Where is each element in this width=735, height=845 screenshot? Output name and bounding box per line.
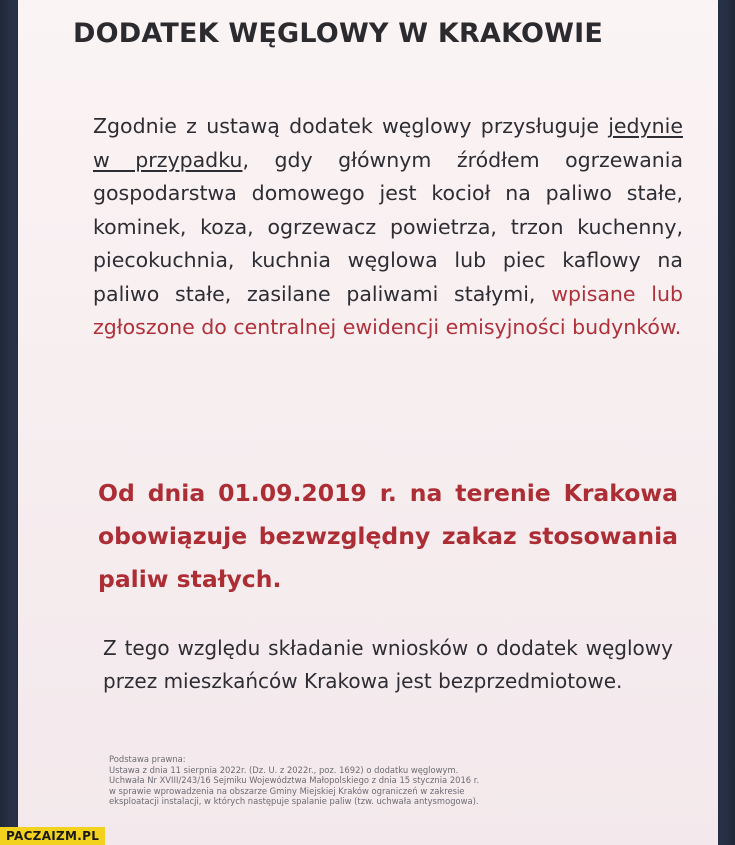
legal-basis-line: eksploatacji instalacji, w których następuje spalanie paliw (tzw. uchwała antysmogowa). (109, 796, 479, 806)
eligibility-text-heating-list: , gdy głównym źródłem ogrzewania gospodarstwa domowego jest kocioł na paliwo stałe, kominek, koza, ogrzewacz powietrza, trzon kuchenny, piecokuchnia, kuchnia węglowa lub piec kaflowy na paliwo stałe, zasilane paliwami stałymi, (93, 147, 684, 306)
legal-basis-line: Uchwała Nr XVIII/243/16 Sejmiku Województwa Małopolskiego z dnia 15 stycznia 2016 r. (109, 775, 480, 785)
conclusion-text: Z tego względu składanie wniosków o dodatek węglowy przez mieszkańców Krakowa jest bezprzedmiotowe. (103, 636, 673, 693)
legal-basis (109, 754, 669, 807)
legal-basis-heading: Podstawa prawna: (109, 754, 186, 764)
registry-requirement: wpisane lub zgłoszone do centralnej ewidencji emisyjności budynków. (93, 281, 683, 339)
underlined-condition: jedynie w przypadku (93, 114, 683, 172)
ban-notice-text: Od dnia 01.09.2019 r. na terenie Krakowa obowiązuje bezwzględny zakaz stosowania paliw stałych. (98, 479, 678, 593)
conclusion-paragraph (103, 632, 673, 698)
ban-notice (98, 472, 678, 601)
site-watermark: PACZAIZM.PL (0, 827, 105, 845)
eligibility-paragraph (93, 110, 683, 345)
eligibility-text (93, 110, 683, 345)
legal-basis-line: w sprawie wprowadzenia na obszarze Gminy Miejskiej Kraków ograniczeń w zakresie (109, 785, 465, 796)
page-title: DODATEK WĘGLOWY W KRAKOWIE (73, 18, 603, 49)
notice-poster (18, 0, 718, 845)
legal-basis-line: Ustawa z dnia 11 sierpnia 2022r. (Dz. U. z 2022r., poz. 1692) o dodatku węglowym. (109, 764, 459, 775)
eligibility-text-start: Zgodnie z ustawą dodatek węglowy przysługuje (93, 114, 609, 138)
